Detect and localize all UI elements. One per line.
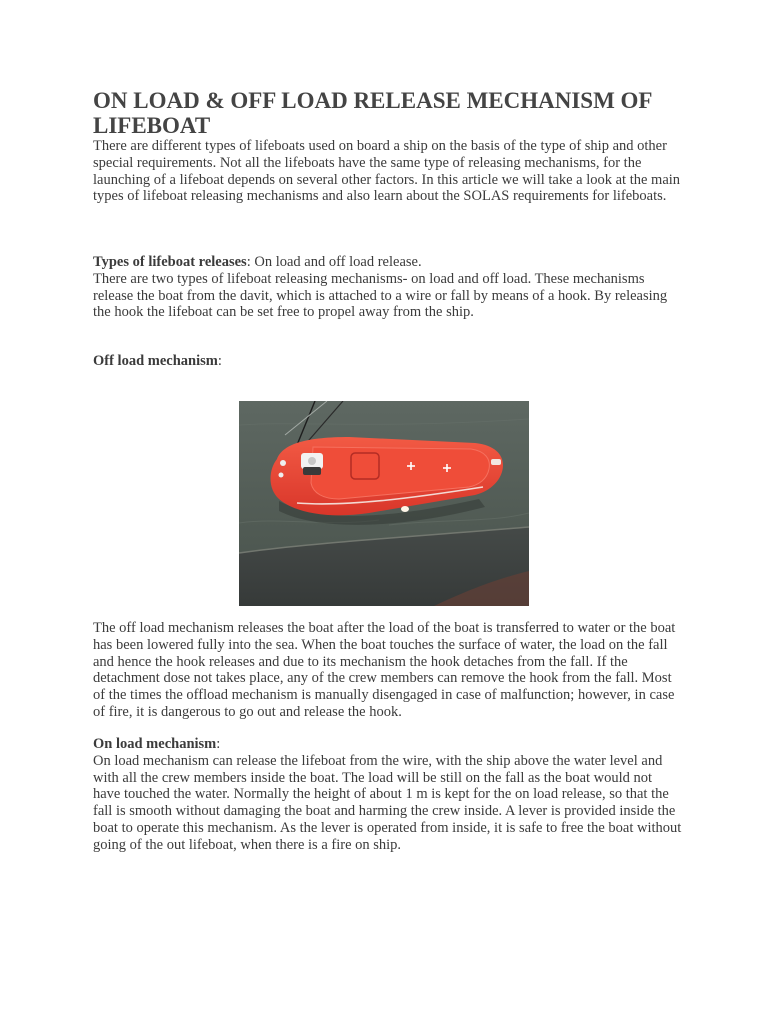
types-label: Types of lifeboat releases <box>93 254 247 270</box>
types-label-suffix: : On load and off load release. <box>246 254 422 270</box>
intro-text: There are different types of lifeboats used on board a ship on the basis of the type of ship and other special requirements. Not all the lifeboats have the same type of releasing mechanisms, for the launching of a lifeboat depends on several other factors. In this article we will take a look at the main types of lifeboat releasing mechanisms and also learn about the SOLAS requirements for lifeboats. <box>93 138 681 205</box>
lifeboat-illustration <box>239 401 529 606</box>
on-load-section <box>93 736 683 854</box>
on-load-heading-line <box>93 736 683 753</box>
types-heading-line <box>93 254 683 271</box>
off-load-label: Off load mechanism <box>93 353 218 369</box>
intro-paragraph <box>93 138 683 205</box>
off-load-text: The off load mechanism releases the boat after the load of the boat is transferred to water or the boat has been lowered fully into the sea. When the boat touches the surface of water, the load on the fall and hence the hook releases and due to its mechanism the hook detaches from the fall. If the detachment dose not takes place, any of the crew members can remove the hook from the fall. Most of the times the offload mechanism is manually disengaged in case of malfunction; however, in case of fire, it is dangerous to go out and release the hook. <box>93 620 676 720</box>
document-title: ON LOAD & OFF LOAD RELEASE MECHANISM OF LIFEBOAT <box>93 88 652 138</box>
types-section <box>93 254 683 321</box>
off-load-label-suffix: : <box>217 353 222 369</box>
on-load-label-suffix: : <box>216 736 221 752</box>
on-load-label: On load mechanism <box>93 736 217 752</box>
off-load-heading <box>93 353 683 370</box>
types-text: There are two types of lifeboat releasing mechanisms- on load and off load. These mechanisms release the boat from the davit, which is attached to a wire or fall by means of a hook. By releasing the hook the lifeboat can be set free to propel away from the ship. <box>93 270 668 321</box>
off-load-heading-line <box>93 353 683 370</box>
on-load-text: On load mechanism can release the lifeboat from the wire, with the ship above the water level and with all the crew members inside the boat. The load will be still on the fall as the boat would not have touched the water. Normally the height of about 1 m is kept for the on load release, so that the fall is smooth without damaging the boat and harming the crew inside. A lever is provided inside the boat to operate this mechanism. As the lever is operated from inside, it is safe to free the boat without going of the out lifeboat, when there is a fire on ship. <box>93 752 682 853</box>
lifeboat-photo <box>239 401 529 606</box>
off-load-section <box>93 620 683 721</box>
